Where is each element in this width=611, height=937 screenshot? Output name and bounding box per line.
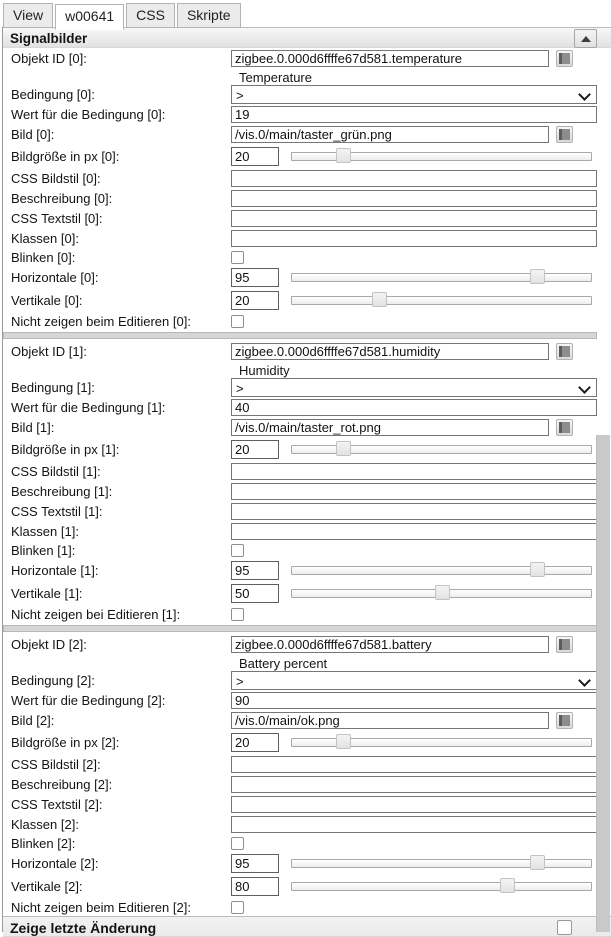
- tab-w00641[interactable]: w00641: [55, 4, 124, 30]
- klassen-2-field: [231, 816, 597, 833]
- select-image-icon: [559, 129, 570, 140]
- horizontale-0-slider-handle[interactable]: [530, 269, 545, 284]
- wert-bedingung-2-field: [231, 692, 597, 709]
- vertikale-2-input[interactable]: [231, 877, 279, 896]
- bildgroesse-1-label: Bildgröße in px [1]:: [11, 442, 120, 457]
- klassen-0-input[interactable]: [231, 230, 597, 247]
- attribute-row: [3, 124, 611, 145]
- objekt-id-2-select-button[interactable]: [556, 636, 573, 653]
- blinken-2-checkbox[interactable]: [231, 837, 244, 850]
- css-textstil-1-input[interactable]: [231, 503, 597, 520]
- attribute-row: [3, 228, 611, 248]
- bild-2-field: [231, 712, 597, 729]
- chevron-down-icon: [578, 381, 591, 394]
- zeige-letzte-aenderung-title: Zeige letzte Änderung: [10, 920, 157, 936]
- bild-1-input[interactable]: [231, 419, 549, 436]
- beschreibung-2-label: Beschreibung [2]:: [11, 776, 113, 792]
- bild-0-label: Bild [0]:: [11, 127, 55, 142]
- bild-2-label: Bild [2]:: [11, 713, 55, 728]
- wert-bedingung-2-label: Wert für die Bedingung [2]:: [11, 692, 166, 708]
- bildgroesse-0-field: [231, 147, 597, 166]
- horizontale-0-slider[interactable]: [291, 273, 592, 282]
- attribute-row: [3, 362, 611, 378]
- klassen-2-input[interactable]: [231, 816, 597, 833]
- blinken-1-checkbox[interactable]: [231, 544, 244, 557]
- horizontale-2-field: [231, 854, 597, 873]
- attribute-row: [3, 168, 611, 188]
- attribute-row: [3, 655, 611, 671]
- beschreibung-1-field: [231, 483, 597, 500]
- objekt-name-0-label: Temperature: [239, 69, 312, 85]
- bildgroesse-2-input[interactable]: [231, 733, 279, 752]
- css-bildstil-0-input[interactable]: [231, 170, 597, 187]
- bedingung-1-label: Bedingung [1]:: [11, 380, 95, 395]
- bildgroesse-1-input[interactable]: [231, 440, 279, 459]
- bildgroesse-2-slider-handle[interactable]: [336, 734, 351, 749]
- attribute-row: [3, 266, 611, 289]
- attribute-row: [3, 48, 611, 69]
- vertikale-1-slider[interactable]: [291, 589, 592, 598]
- vertikale-0-slider[interactable]: [291, 296, 592, 305]
- bildgroesse-0-slider-handle[interactable]: [336, 148, 351, 163]
- bedingung-2-label: Bedingung [2]:: [11, 673, 95, 688]
- wert-bedingung-1-field: [231, 399, 597, 416]
- attribute-row: [3, 481, 611, 501]
- blinken-2-field: [231, 837, 597, 850]
- horizontale-1-input[interactable]: [231, 561, 279, 580]
- vertikale-0-label: Vertikale [0]:: [11, 293, 83, 308]
- objekt-id-0-input[interactable]: [231, 50, 549, 67]
- beschreibung-2-field: [231, 776, 597, 793]
- blinken-0-label: Blinken [0]:: [11, 249, 76, 265]
- attribute-row: [3, 501, 611, 521]
- css-textstil-1-label: CSS Textstil [1]:: [11, 503, 103, 519]
- attribute-row: [3, 69, 611, 85]
- vertikale-0-field: [231, 291, 597, 310]
- horizontale-2-slider-handle[interactable]: [530, 855, 545, 870]
- attribute-row: [3, 312, 611, 330]
- bildgroesse-2-slider[interactable]: [291, 738, 592, 747]
- attribute-row: [3, 289, 611, 312]
- select-object-icon: [559, 346, 570, 357]
- attribute-row: [3, 208, 611, 228]
- select-object-icon: [559, 639, 570, 650]
- css-bildstil-2-label: CSS Bildstil [2]:: [11, 756, 101, 772]
- bildgroesse-2-field: [231, 733, 597, 752]
- beschreibung-0-field: [231, 190, 597, 207]
- css-textstil-2-label: CSS Textstil [2]:: [11, 796, 103, 812]
- horizontale-2-label: Horizontale [2]:: [11, 856, 99, 871]
- attribute-row: [3, 710, 611, 731]
- horizontale-0-input[interactable]: [231, 268, 279, 287]
- zeige-letzte-aenderung-header[interactable]: [3, 916, 611, 937]
- nicht-zeigen-2-field: [231, 901, 597, 914]
- chevron-down-icon: [578, 88, 591, 101]
- select-image-icon: [559, 715, 570, 726]
- blinken-0-checkbox[interactable]: [231, 251, 244, 264]
- attribute-row: [3, 378, 611, 397]
- attribute-row: [3, 145, 611, 168]
- bedingung-0-label: Bedingung [0]:: [11, 87, 95, 102]
- bedingung-2-selected-value: >: [236, 674, 244, 689]
- bedingung-0-selected-value: >: [236, 88, 244, 103]
- nicht-zeigen-2-label: Nicht zeigen beim Editieren [2]:: [11, 899, 191, 915]
- bild-0-input[interactable]: [231, 126, 549, 143]
- chevron-down-icon: [578, 674, 591, 687]
- css-bildstil-0-label: CSS Bildstil [0]:: [11, 170, 101, 186]
- objekt-id-1-select-button[interactable]: [556, 343, 573, 360]
- nicht-zeigen-2-checkbox[interactable]: [231, 901, 244, 914]
- zeige-letzte-aenderung-checkbox[interactable]: [557, 920, 572, 935]
- bildgroesse-1-slider-handle[interactable]: [336, 441, 351, 456]
- attribute-row: [3, 814, 611, 834]
- objekt-id-0-label: Objekt ID [0]:: [11, 51, 87, 66]
- wert-bedingung-0-field: [231, 106, 597, 123]
- group-separator: [3, 332, 597, 339]
- attribute-row: [3, 774, 611, 794]
- wert-bedingung-1-label: Wert für die Bedingung [1]:: [11, 399, 166, 415]
- klassen-0-field: [231, 230, 597, 247]
- attribute-row: [3, 834, 611, 852]
- wert-bedingung-1-input[interactable]: [231, 399, 597, 416]
- vertikale-2-field: [231, 877, 597, 896]
- attribute-row: [3, 754, 611, 774]
- attribute-row: [3, 104, 611, 124]
- attribute-row: [3, 417, 611, 438]
- horizontale-1-field: [231, 561, 597, 580]
- objekt-id-2-label: Objekt ID [2]:: [11, 637, 87, 652]
- bedingung-2-select[interactable]: [231, 671, 597, 690]
- attribute-row: [3, 461, 611, 481]
- bedingung-1-selected-value: >: [236, 381, 244, 396]
- css-bildstil-1-label: CSS Bildstil [1]:: [11, 463, 101, 479]
- bild-0-select-button[interactable]: [556, 126, 573, 143]
- nicht-zeigen-1-field: [231, 608, 597, 621]
- blinken-1-field: [231, 544, 597, 557]
- css-bildstil-1-field: [231, 463, 597, 480]
- attribute-row: [3, 731, 611, 754]
- beschreibung-0-label: Beschreibung [0]:: [11, 190, 113, 206]
- bedingung-1-field: [231, 378, 597, 397]
- objekt-id-2-input[interactable]: [231, 636, 549, 653]
- attribute-row: [3, 188, 611, 208]
- group-separator: [3, 625, 597, 632]
- horizontale-1-slider[interactable]: [291, 566, 592, 575]
- css-textstil-2-field: [231, 796, 597, 813]
- vertikale-0-input[interactable]: [231, 291, 279, 310]
- nicht-zeigen-1-label: Nicht zeigen bei Editieren [1]:: [11, 606, 181, 622]
- attribute-row: [3, 671, 611, 690]
- bildgroesse-0-slider[interactable]: [291, 152, 592, 161]
- wert-bedingung-0-input[interactable]: [231, 106, 597, 123]
- attribute-row: [3, 248, 611, 266]
- tab-skripte[interactable]: Skripte: [177, 3, 241, 28]
- klassen-1-field: [231, 523, 597, 540]
- attribute-row: [3, 582, 611, 605]
- css-bildstil-2-input[interactable]: [231, 756, 597, 773]
- vertikale-2-slider[interactable]: [291, 882, 592, 891]
- widget-attributes-panel: [2, 27, 611, 936]
- bild-1-label: Bild [1]:: [11, 420, 55, 435]
- bild-1-select-button[interactable]: [556, 419, 573, 436]
- collapse-group-button[interactable]: [574, 29, 597, 48]
- horizontale-1-slider-handle[interactable]: [530, 562, 545, 577]
- attribute-row: [3, 634, 611, 655]
- bedingung-1-select[interactable]: [231, 378, 597, 397]
- klassen-1-input[interactable]: [231, 523, 597, 540]
- vertikale-1-label: Vertikale [1]:: [11, 586, 83, 601]
- vertikale-0-slider-handle[interactable]: [372, 292, 387, 307]
- wert-bedingung-2-input[interactable]: [231, 692, 597, 709]
- klassen-0-label: Klassen [0]:: [11, 230, 79, 246]
- horizontale-0-label: Horizontale [0]:: [11, 270, 99, 285]
- attribute-row: [3, 605, 611, 623]
- triangle-up-icon: [581, 36, 591, 42]
- css-textstil-0-label: CSS Textstil [0]:: [11, 210, 103, 226]
- nicht-zeigen-1-checkbox[interactable]: [231, 608, 244, 621]
- objekt-name-1-label: Humidity: [239, 362, 290, 378]
- bild-2-select-button[interactable]: [556, 712, 573, 729]
- vertikale-2-slider-handle[interactable]: [500, 878, 515, 893]
- klassen-1-label: Klassen [1]:: [11, 523, 79, 539]
- beschreibung-0-input[interactable]: [231, 190, 597, 207]
- attribute-row: [3, 794, 611, 814]
- beschreibung-1-input[interactable]: [231, 483, 597, 500]
- beschreibung-1-label: Beschreibung [1]:: [11, 483, 113, 499]
- view-tabbar: [0, 0, 611, 27]
- horizontale-2-slider[interactable]: [291, 859, 592, 868]
- blinken-2-label: Blinken [2]:: [11, 835, 76, 851]
- vertikale-1-slider-handle[interactable]: [435, 585, 450, 600]
- attribute-row: [3, 875, 611, 898]
- objekt-id-2-field: [231, 636, 597, 653]
- horizontale-0-field: [231, 268, 597, 287]
- css-bildstil-1-input[interactable]: [231, 463, 597, 480]
- vertikale-1-field: [231, 584, 597, 603]
- attribute-row: [3, 85, 611, 104]
- tab-css[interactable]: CSS: [126, 3, 175, 28]
- nicht-zeigen-0-field: [231, 315, 597, 328]
- bildgroesse-0-label: Bildgröße in px [0]:: [11, 149, 120, 164]
- css-bildstil-0-field: [231, 170, 597, 187]
- css-textstil-0-input[interactable]: [231, 210, 597, 227]
- klassen-2-label: Klassen [2]:: [11, 816, 79, 832]
- select-object-icon: [559, 53, 570, 64]
- css-textstil-0-field: [231, 210, 597, 227]
- vertical-scrollbar[interactable]: [596, 435, 610, 932]
- bildgroesse-0-input[interactable]: [231, 147, 279, 166]
- vertikale-1-input[interactable]: [231, 584, 279, 603]
- objekt-id-1-label: Objekt ID [1]:: [11, 344, 87, 359]
- signalbilder-group-header[interactable]: [3, 27, 611, 48]
- objekt-name-2-label: Battery percent: [239, 655, 328, 671]
- bildgroesse-2-label: Bildgröße in px [2]:: [11, 735, 120, 750]
- bild-1-field: [231, 419, 597, 436]
- horizontale-2-input[interactable]: [231, 854, 279, 873]
- signalbilder-group-title: Signalbilder: [10, 31, 88, 46]
- bedingung-0-select[interactable]: [231, 85, 597, 104]
- attribute-row: [3, 559, 611, 582]
- bildgroesse-1-field: [231, 440, 597, 459]
- css-bildstil-2-field: [231, 756, 597, 773]
- tab-view[interactable]: View: [3, 3, 53, 28]
- bild-0-field: [231, 126, 597, 143]
- attribute-row: [3, 397, 611, 417]
- attribute-row: [3, 341, 611, 362]
- objekt-id-0-field: [231, 50, 597, 67]
- attribute-row: [3, 690, 611, 710]
- bedingung-2-field: [231, 671, 597, 690]
- css-textstil-1-field: [231, 503, 597, 520]
- attribute-row: [3, 521, 611, 541]
- bildgroesse-1-slider[interactable]: [291, 445, 592, 454]
- objekt-id-1-input[interactable]: [231, 343, 549, 360]
- bild-2-input[interactable]: [231, 712, 549, 729]
- attribute-row: [3, 852, 611, 875]
- horizontale-1-label: Horizontale [1]:: [11, 563, 99, 578]
- select-image-icon: [559, 422, 570, 433]
- attribute-row: [3, 898, 611, 916]
- bedingung-0-field: [231, 85, 597, 104]
- objekt-id-0-select-button[interactable]: [556, 50, 573, 67]
- nicht-zeigen-0-label: Nicht zeigen beim Editieren [0]:: [11, 313, 191, 329]
- attribute-row: [3, 541, 611, 559]
- css-textstil-2-input[interactable]: [231, 796, 597, 813]
- blinken-1-label: Blinken [1]:: [11, 542, 76, 558]
- objekt-id-1-field: [231, 343, 597, 360]
- beschreibung-2-input[interactable]: [231, 776, 597, 793]
- vertikale-2-label: Vertikale [2]:: [11, 879, 83, 894]
- nicht-zeigen-0-checkbox[interactable]: [231, 315, 244, 328]
- blinken-0-field: [231, 251, 597, 264]
- attribute-row: [3, 438, 611, 461]
- wert-bedingung-0-label: Wert für die Bedingung [0]:: [11, 106, 166, 122]
